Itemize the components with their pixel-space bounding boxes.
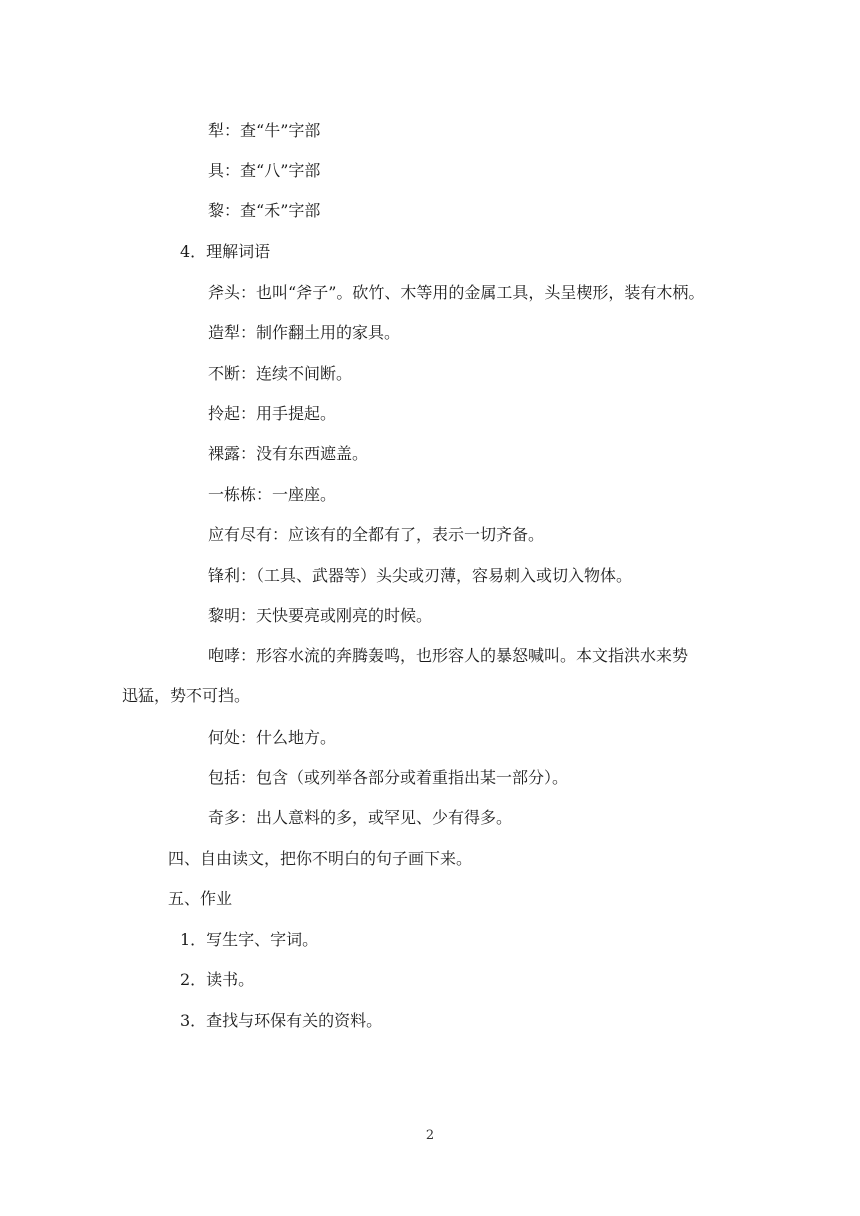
vocab-entry: [208, 728, 336, 748]
vocab-term: 不断: [208, 364, 241, 383]
radical-char: 具: [208, 161, 225, 180]
section-5-heading: 五、作业: [168, 889, 233, 908]
vocab-entry: [208, 485, 336, 505]
vocab-entry: [208, 606, 432, 626]
vocab-definition: 制作翻土用的家具。: [256, 323, 401, 342]
separator: ：: [240, 404, 257, 423]
vocab-term: 一栋栋: [208, 485, 257, 504]
vocab-term: 咆哮: [208, 646, 241, 665]
vocab-term: 裸露: [208, 444, 241, 463]
radical-line: [208, 161, 320, 181]
homework-item: 1．写生字、字词。: [180, 930, 319, 949]
vocab-entry: [208, 444, 368, 464]
vocab-entry: [208, 768, 568, 788]
radical-line: [208, 201, 320, 221]
vocab-definition: 用手提起。: [256, 404, 337, 423]
vocab-term: 斧头: [208, 283, 241, 302]
vocab-definition: 出人意料的多，或罕见、少有得多。: [256, 808, 513, 827]
separator: ：: [240, 768, 257, 787]
separator: ：: [240, 364, 257, 383]
separator: ：: [240, 606, 257, 625]
vocab-definition: 应该有的全都有了，表示一切齐备。: [288, 525, 545, 544]
vocab-entry: [208, 646, 688, 666]
separator: ：: [240, 566, 257, 585]
vocab-term: 应有尽有: [208, 525, 273, 544]
vocab-definition: 包含（或列举各部分或着重指出某一部分）。: [256, 768, 569, 787]
separator: ：: [240, 728, 257, 747]
separator: ：: [240, 808, 257, 827]
separator: ：: [256, 485, 273, 504]
separator: ：: [240, 283, 257, 302]
separator: ：: [240, 323, 257, 342]
vocab-term: 造犁: [208, 323, 241, 342]
vocab-entry: [208, 364, 352, 384]
vocab-entry: [208, 283, 704, 303]
separator: ：: [240, 646, 257, 665]
vocab-entry: [208, 525, 544, 545]
vocab-entry: [208, 404, 336, 424]
vocab-entry: [208, 808, 512, 828]
vocab-entry: [208, 566, 632, 586]
vocab-entry: [208, 323, 400, 343]
vocab-definition: 连续不间断。: [256, 364, 353, 383]
vocab-definition: （工具、武器等）头尖或刃薄，容易刺入或切入物体。: [256, 566, 633, 585]
vocab-definition: 一座座。: [272, 485, 337, 504]
vocab-term: 奇多: [208, 808, 241, 827]
vocab-term: 黎明: [208, 606, 241, 625]
homework-item: 3．查找与环保有关的资料。: [180, 1011, 383, 1030]
section-4-free-reading: 四、自由读文，把你不明白的句子画下来。: [168, 849, 473, 868]
vocab-definition: 天快要亮或刚亮的时候。: [256, 606, 433, 625]
vocab-definition: 形容水流的奔腾轰鸣，也形容人的暴怒喊叫。本文指洪水来势: [256, 646, 689, 665]
radical-text: 查“八”字部: [240, 161, 321, 180]
radical-text: 查“牛”字部: [240, 121, 321, 140]
separator: ：: [240, 444, 257, 463]
vocab-definition: 没有东西遮盖。: [256, 444, 369, 463]
vocab-term: 拎起: [208, 404, 241, 423]
radical-line: [208, 121, 320, 141]
radical-char: 黎: [208, 201, 225, 220]
homework-item: 2．读书。: [180, 970, 255, 989]
radical-text: 查“禾”字部: [240, 201, 321, 220]
vocab-term: 锋利: [208, 566, 241, 585]
separator: ：: [224, 121, 241, 140]
separator: ：: [224, 161, 241, 180]
vocab-definition-continued: 迅猛，势不可挡。: [122, 686, 251, 705]
page-number: 2: [425, 1128, 435, 1143]
vocab-definition: 也叫“斧子”。砍竹、木等用的金属工具，头呈楔形，装有木柄。: [256, 283, 705, 302]
separator: ：: [272, 525, 289, 544]
vocab-term: 包括: [208, 768, 241, 787]
radical-char: 犁: [208, 121, 225, 140]
vocab-term: 何处: [208, 728, 241, 747]
separator: ：: [224, 201, 241, 220]
section-4-heading: 4．理解词语: [180, 242, 271, 261]
vocab-definition: 什么地方。: [256, 728, 337, 747]
